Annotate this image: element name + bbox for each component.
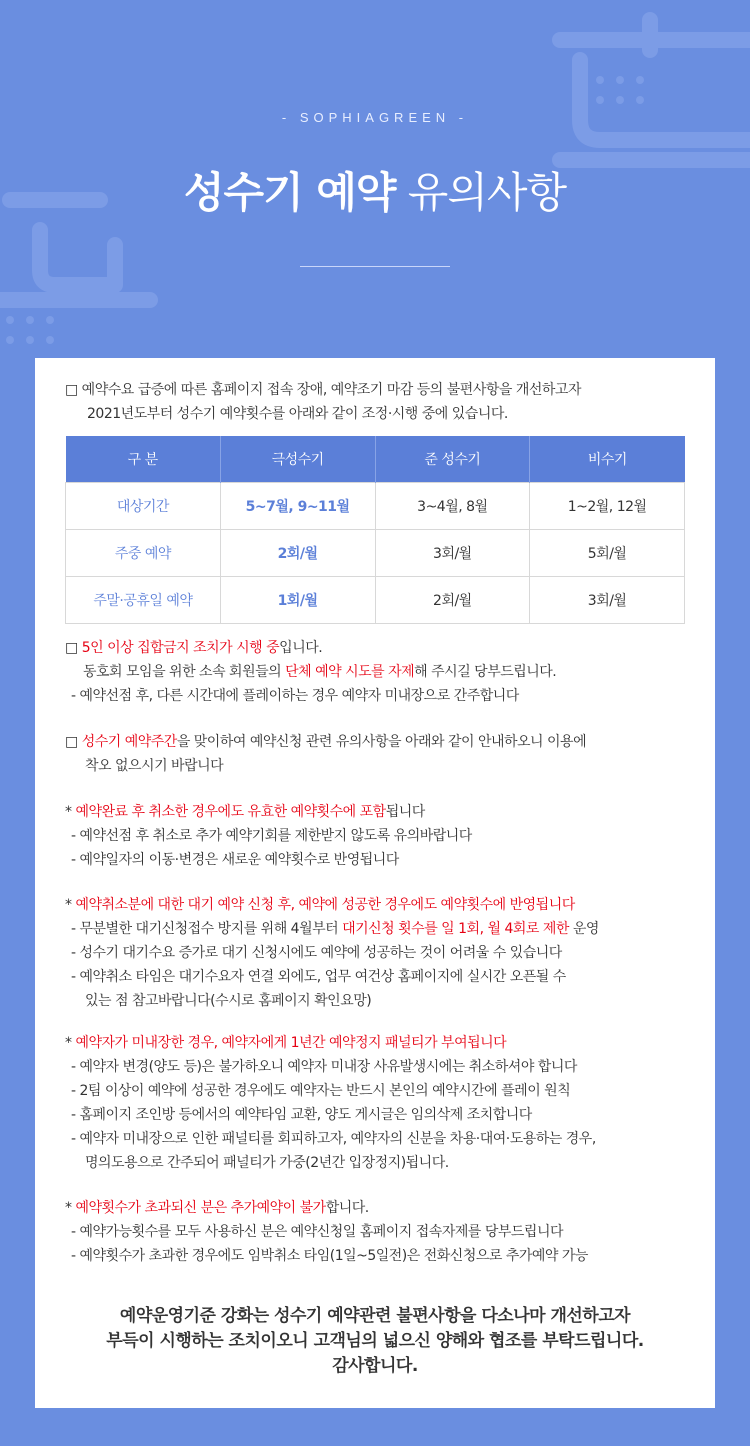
- emphasis-text: 단체 예약 시도를 자제: [285, 664, 415, 680]
- text-span: *: [65, 1035, 76, 1051]
- intro-line: 2021년도부터 성수기 예약횟수를 아래와 같이 조정·시행 중에 있습니다.: [87, 406, 508, 422]
- table-header-cell: 극성수기: [220, 436, 375, 483]
- section-line: 착오 없으시기 바랍니다: [85, 758, 224, 774]
- text-span: 동호회 모임을 위한 소속 회원들의: [83, 664, 286, 680]
- text-span: - 무분별한 대기신청접수 방지를 위해 4월부터: [71, 921, 343, 937]
- title-divider: [300, 266, 450, 267]
- closing-line: 감사합니다.: [332, 1356, 418, 1376]
- intro-line: □ 예약수요 급증에 따른 홈페이지 접속 장애, 예약조기 마감 등의 불편사항을 개선하고자: [65, 382, 581, 398]
- section-line: - 성수기 대기수요 증가로 대기 신청시에도 예약에 성공하는 것이 어려울 수 있습니다: [71, 945, 562, 961]
- section-line: - 예약자 변경(양도 등)은 불가하오니 예약자 미내장 사유발생시에는 취소하셔야 합니다: [71, 1059, 577, 1075]
- closing-line: 예약운영기준 강화는 성수기 예약관련 불편사항을 다소나마 개선하고자: [119, 1306, 631, 1326]
- table-cell: 2회/월: [220, 530, 375, 577]
- table-cell: 1~2월, 12월: [530, 483, 685, 530]
- text-span: 입니다.: [279, 640, 323, 656]
- table-cell: 주중 예약: [66, 530, 221, 577]
- section-line: - 예약일자의 이동·변경은 새로운 예약횟수로 반영됩니다: [71, 852, 399, 868]
- text-span: □: [65, 640, 82, 656]
- text-span: *: [65, 1200, 76, 1216]
- text-span: *: [65, 804, 76, 820]
- text-span: *: [65, 897, 76, 913]
- text-span: □: [65, 734, 82, 750]
- text-span: 합니다.: [325, 1200, 369, 1216]
- section-line: [65, 730, 695, 754]
- section-line: [65, 636, 695, 660]
- table-cell: 주말·공휴일 예약: [66, 577, 221, 624]
- table-cell: 2회/월: [375, 577, 530, 624]
- text-span: 해 주시길 당부드립니다.: [414, 664, 557, 680]
- table-cell: 5~7월, 9~11월: [220, 483, 375, 530]
- booking-limit-table: [65, 436, 685, 624]
- section-line: [65, 893, 695, 917]
- table-row: [66, 577, 685, 624]
- section-line: - 예약횟수가 초과한 경우에도 임박취소 타임(1일~5일전)은 전화신청으로 추가예약 가능: [71, 1248, 588, 1264]
- table-cell: 대상기간: [66, 483, 221, 530]
- page-title: [0, 160, 750, 220]
- title-light: 유의사항: [407, 168, 567, 217]
- section-line: - 예약선점 후, 다른 시간대에 플레이하는 경우 예약자 미내장으로 간주합니다: [71, 688, 519, 704]
- emphasis-text: 예약자가 미내장한 경우, 예약자에게 1년간 예약정지 패널티가 부여됩니다: [75, 1035, 507, 1051]
- table-cell: 5회/월: [530, 530, 685, 577]
- section-exceed-limit: [65, 1196, 695, 1268]
- section-line: [65, 1196, 695, 1220]
- section-cancel-count: [65, 800, 695, 872]
- section-peak-week: [65, 730, 695, 778]
- closing-message: [35, 1304, 715, 1379]
- section-line: - 예약선점 후 취소로 추가 예약기회를 제한받지 않도록 유의바랍니다: [71, 828, 472, 844]
- emphasis-text: 예약완료 후 취소한 경우에도 유효한 예약횟수에 포함: [75, 804, 386, 820]
- section-gathering-ban: [65, 636, 695, 708]
- section-line: 있는 점 참고바랍니다(수시로 홈페이지 확인요망): [85, 993, 372, 1009]
- table-cell: 3회/월: [375, 530, 530, 577]
- table-header-cell: 비수기: [530, 436, 685, 483]
- section-line: - 예약가능횟수를 모두 사용하신 분은 예약신청일 홈페이지 접속자제를 당부드립니다: [71, 1224, 563, 1240]
- table-header-row: [66, 436, 685, 483]
- page-header: [0, 0, 750, 360]
- section-waitlist: [65, 893, 695, 1013]
- section-line: - 예약취소 타임은 대기수요자 연결 외에도, 업무 여건상 홈페이지에 실시간 오픈될 수: [71, 969, 566, 985]
- emphasis-text: 성수기 예약주간: [81, 734, 177, 750]
- brand-label: - SOPHIAGREEN -: [281, 110, 469, 125]
- table-header-cell: 준 성수기: [375, 436, 530, 483]
- text-span: 을 맞이하여 예약신청 관련 유의사항을 아래와 같이 안내하오니 이용에: [176, 734, 587, 750]
- emphasis-text: 예약횟수가 초과되신 분은 추가예약이 불가: [75, 1200, 326, 1216]
- section-line: - 예약자 미내장으로 인한 패널티를 회피하고자, 예약자의 신분을 차용·대여·도용하는 경우,: [71, 1131, 596, 1147]
- section-line: [65, 800, 695, 824]
- section-line: [65, 660, 695, 684]
- section-line: - 홈페이지 조인방 등에서의 예약타임 교환, 양도 게시글은 임의삭제 조치합니다: [71, 1107, 532, 1123]
- section-line: [65, 1031, 695, 1055]
- emphasis-text: 대기신청 횟수를 일 1회, 월 4회로 제한: [342, 921, 569, 937]
- section-line: 명의도용으로 간주되어 패널티가 가중(2년간 입장정지)됩니다.: [85, 1155, 449, 1171]
- table-header-cell: 구 분: [66, 436, 221, 483]
- text-span: 운영: [568, 921, 599, 937]
- section-line: - 2팀 이상이 예약에 성공한 경우에도 예약자는 반드시 본인의 예약시간에 플레이 원칙: [71, 1083, 571, 1099]
- text-span: 됩니다: [385, 804, 425, 820]
- table-cell: 3회/월: [530, 577, 685, 624]
- table-row: [66, 530, 685, 577]
- table-row: [66, 483, 685, 530]
- table-cell: 3~4월, 8월: [375, 483, 530, 530]
- intro-section: [65, 378, 695, 426]
- emphasis-text: 5인 이상 집합금지 조치가 시행 중: [81, 640, 280, 656]
- section-no-show-penalty: [65, 1031, 695, 1175]
- title-bold: 성수기 예약: [183, 168, 396, 217]
- section-line: [65, 917, 695, 941]
- table-cell: 1회/월: [220, 577, 375, 624]
- closing-line: 부득이 시행하는 조치이오니 고객님의 넓으신 양해와 협조를 부탁드립니다.: [106, 1331, 644, 1351]
- emphasis-text: 예약취소분에 대한 대기 예약 신청 후, 예약에 성공한 경우에도 예약횟수에 반영됩니다: [75, 897, 575, 913]
- notice-card: [35, 358, 715, 1408]
